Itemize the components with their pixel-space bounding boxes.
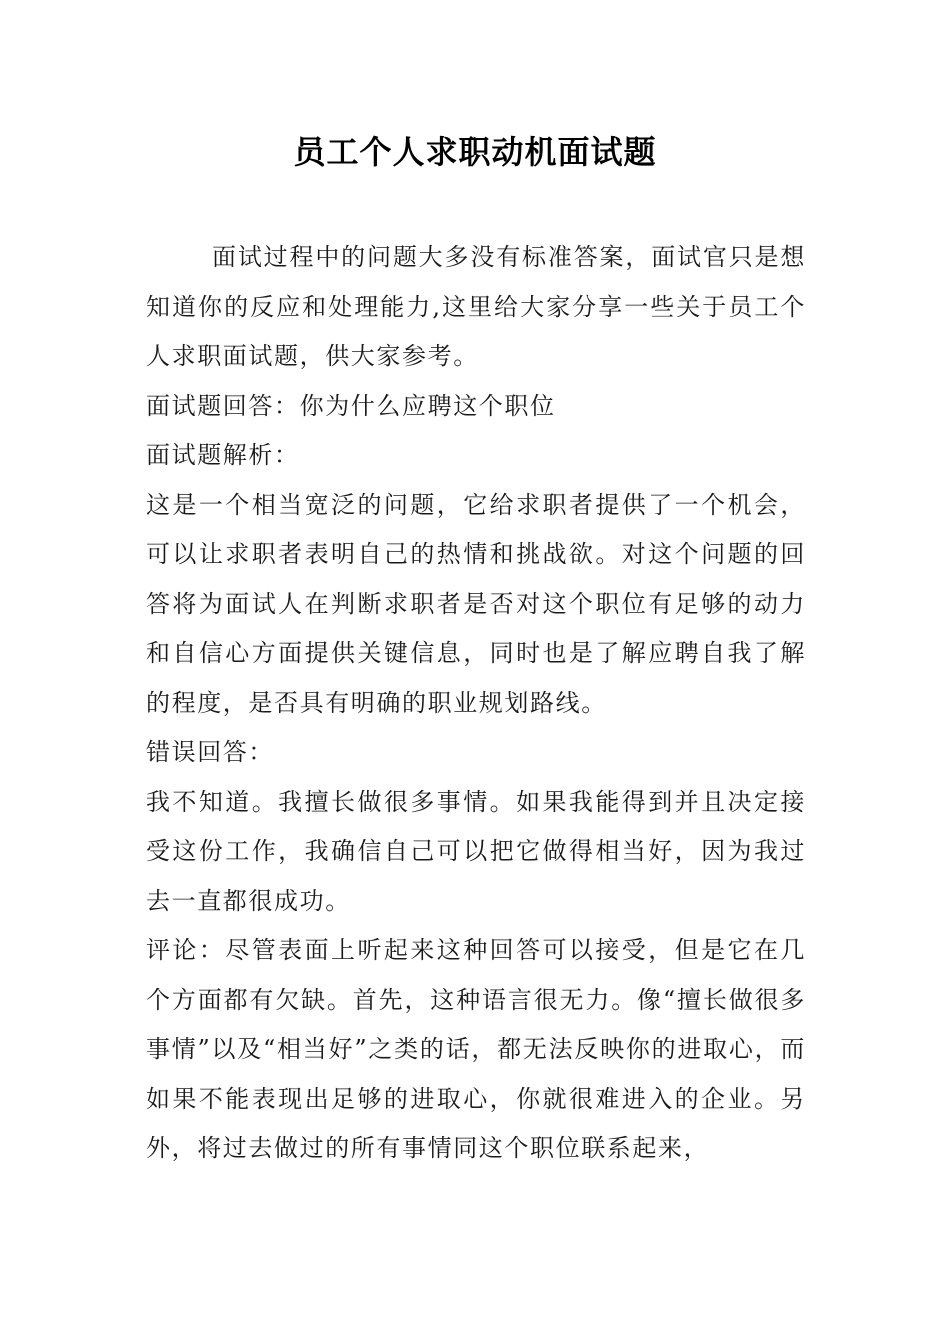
question-heading: 面试题回答：你为什么应聘这个职位 (146, 391, 556, 420)
wrong-answer-paragraph: 我不知道。我擅长做很多事情。如果我能得到并且决定接受这份工作，我确信自己可以把它做得相当好，因为我过去一直都很成功。 (146, 787, 806, 915)
wrong-answer-heading: 错误回答： (146, 738, 274, 766)
document-title: 员工个人求职动机面试题 (293, 133, 657, 171)
analysis-paragraph: 这是一个相当宽泛的问题，它给求职者提供了一个机会，可以让求职者表明自己的热情和挑战欲。对这个问题的回答将为面试人在判断求职者是否对这个职位有足够的动力和自信心方面提供关键信息，同时也是了解应聘自我了解的程度，是否具有明确的职业规划路线。 (146, 490, 806, 717)
analysis-heading: 面试题解析： (146, 441, 300, 469)
intro-paragraph: 面试过程中的问题大多没有标准答案，面试官只是想知道你的反应和处理能力,这里给大家分享一些关于员工个人求职面试题，供大家参考。 (146, 243, 806, 370)
document-body (146, 233, 806, 1174)
comment-paragraph: 评论：尽管表面上听起来这种回答可以接受，但是它在几个方面都有欠缺。首先，这种语言很无力。像“擅长做很多事情”以及“相当好”之类的话，都无法反映你的进取心，而如果不能表现出足够的进取心，你就很难进入的企业。另外，将过去做过的所有事情同这个职位联系起来， (146, 936, 806, 1162)
